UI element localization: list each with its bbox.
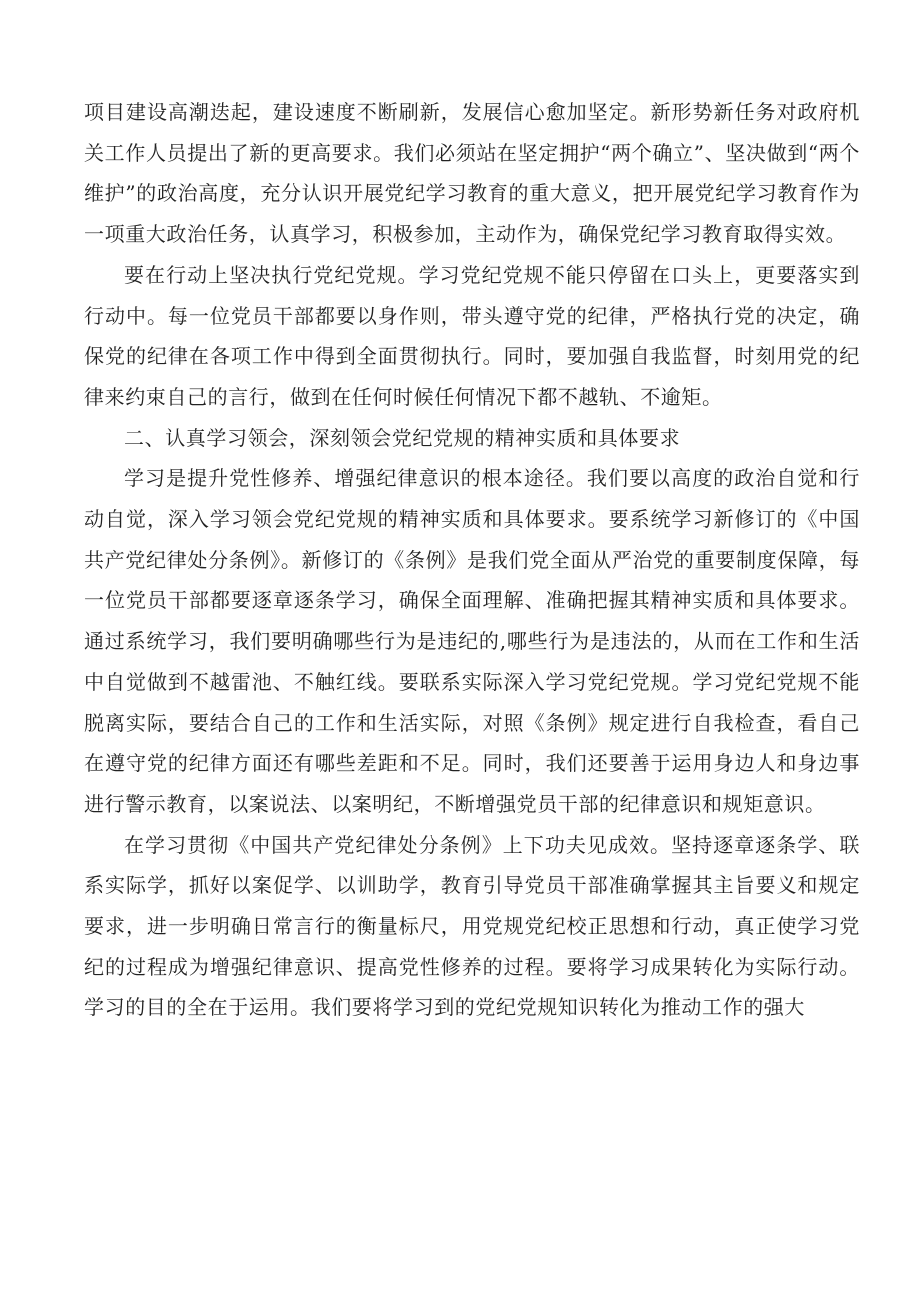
section-heading-two: 二、认真学习领会，深刻领会党纪党规的精神实质和具体要求: [124, 425, 681, 450]
paragraph-project-construction: 项目建设高潮迭起，建设速度不断刷新，发展信心愈加坚定。新形势新任务对政府机关工作人员提出了新的更高要求。我们必须站在坚定拥护“两个确立”、坚决做到“两个维护”的政治高度，充分认识开展党纪学习教育的重大意义，把开展党纪学习教育作为一项重大政治任务，认真学习，积极参加，主动作为，确保党纪学习教育取得实效。: [84, 100, 860, 247]
paragraph-execute-discipline: 要在行动上坚决执行党纪党规。学习党纪党规不能只停留在口头上，更要落实到行动中。每一位党员干部都要以身作则，带头遵守党的纪律，严格执行党的决定，确保党的纪律在各项工作中得到全面贯彻执行。同时，要加强自我监督，时刻用党的纪律来约束自己的言行，做到在任何时候任何情况下都不越轨、不逾矩。: [84, 262, 860, 409]
paragraph-implement-regulations: 在学习贯彻《中国共产党纪律处分条例》上下功夫见成效。坚持逐章逐条学、联系实际学，抓好以案促学、以训助学，教育引导党员干部准确掌握其主旨要义和规定要求，进一步明确日常言行的衡量标尺，用党规党纪校正思想和行动，真正使学习党纪的过程成为增强纪律意识、提高党性修养的过程。要将学习成果转化为实际行动。学习的目的全在于运用。我们要将学习到的党纪党规知识转化为推动工作的强大: [84, 832, 860, 1020]
paragraph-study-regulations: 学习是提升党性修养、增强纪律意识的根本途径。我们要以高度的政治自觉和行动自觉，深入学习领会党纪党规的精神实质和具体要求。要系统学习新修订的《中国共产党纪律处分条例》。新修订的《条例》是我们党全面从严治党的重要制度保障，每一位党员干部都要逐章逐条学习，确保全面理解、准确把握其精神实质和具体要求。通过系统学习，我们要明确哪些行为是违纪的,哪些行为是违法的，从而在工作和生活中自觉做到不越雷池、不触红线。要联系实际深入学习党纪党规。学习党纪党规不能脱离实际，要结合自己的工作和生活实际，对照《条例》规定进行自我检查，看自己在遵守党的纪律方面还有哪些差距和不足。同时，我们还要善于运用身边人和身边事进行警示教育，以案说法、以案明纪，不断增强党员干部的纪律意识和规矩意识。: [84, 466, 860, 816]
document-body: [84, 92, 860, 1028]
